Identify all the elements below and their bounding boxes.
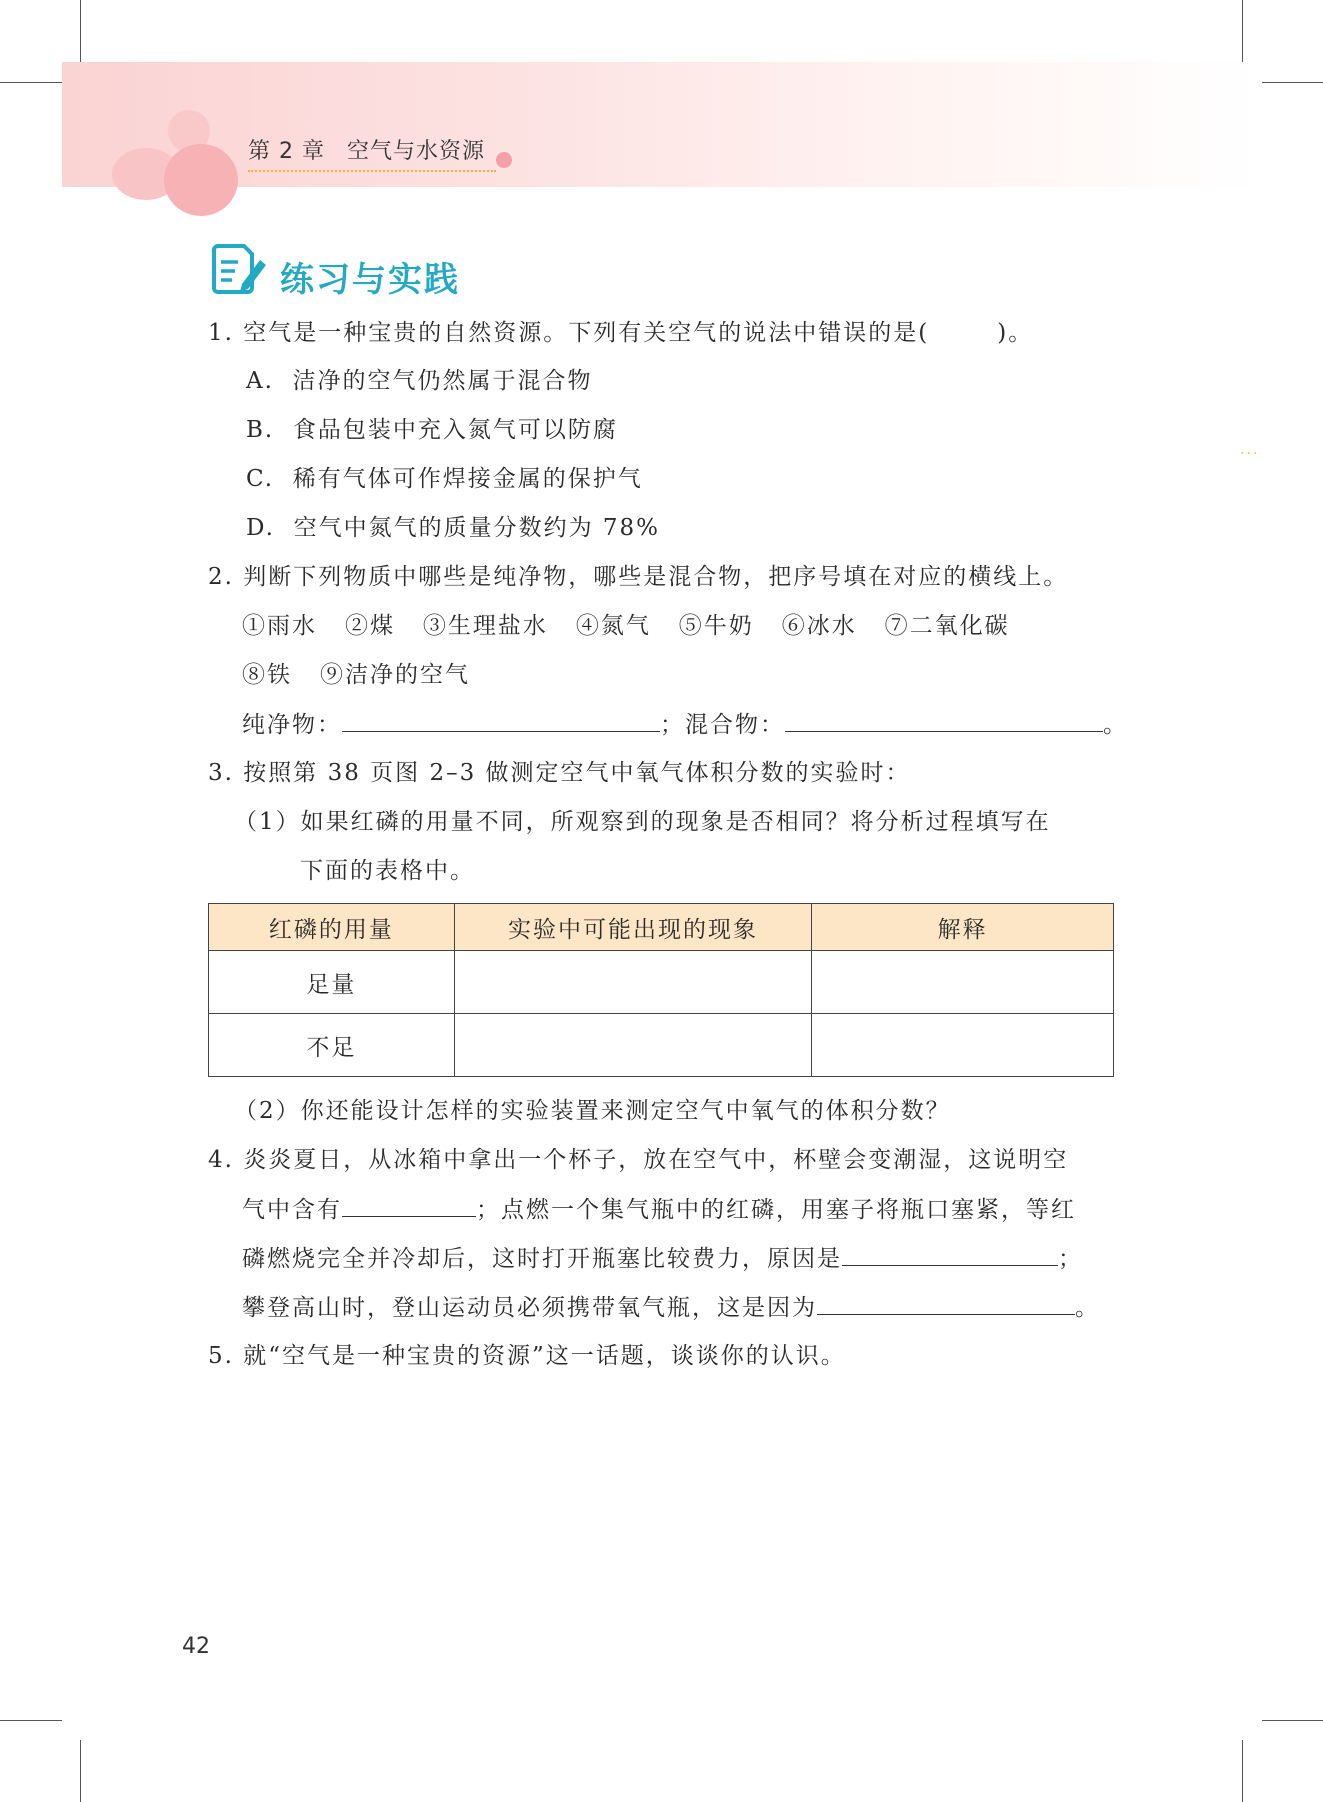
option [246, 464, 643, 494]
question-4 [208, 1145, 1068, 1175]
question-stem: 判断下列物质中哪些是纯净物，哪些是混合物，把序号填在对应的横线上。 [243, 564, 1069, 590]
table-cell-explanation[interactable] [812, 1014, 1114, 1077]
decorative-petal [164, 144, 238, 216]
question-text: 炎炎夏日，从冰箱中拿出一个杯子，放在空气中，杯壁会变潮湿，这说明空 [243, 1147, 1069, 1173]
question-text: 就“空气是一种宝贵的资源”这一话题，谈谈你的认识。 [243, 1343, 846, 1369]
chapter-dot [496, 152, 512, 168]
sub-question-2 [234, 1096, 951, 1126]
option [246, 513, 660, 543]
question-text: ；点燃一个集气瓶中的红磷，用塞子将瓶口塞紧，等红 [476, 1197, 1076, 1223]
table-cell-amount: 不足 [209, 1014, 455, 1077]
question-number: 3. [208, 760, 234, 786]
section-title: 练习与实践 [280, 260, 460, 300]
substance-item: ⑨洁净的空气 [319, 662, 470, 688]
crop-mark [1262, 1720, 1323, 1721]
notepad-pencil-icon [208, 240, 268, 298]
question-3 [208, 758, 911, 788]
question-4-line [242, 1194, 1076, 1225]
crop-mark [0, 1720, 62, 1721]
answer-paren-close: )。 [997, 320, 1034, 346]
page-number: 42 [182, 1634, 210, 1659]
substance-item: ⑦二氧化碳 [884, 613, 1010, 639]
side-dots: ··· [1240, 446, 1260, 462]
crop-mark [1242, 1740, 1243, 1802]
sub-question-label: （2） [234, 1098, 301, 1124]
crop-mark [80, 0, 81, 62]
crop-mark [0, 82, 62, 83]
sub-question-text: 下面的表格中。 [300, 858, 475, 884]
option-text: 稀有气体可作焊接金属的保护气 [292, 466, 643, 492]
question-text: 攀登高山时，登山运动员必须携带氧气瓶，这是因为 [242, 1295, 817, 1321]
question-number: 5. [208, 1343, 234, 1369]
question-number: 1. [208, 320, 234, 346]
substance-item: ④氮气 [575, 613, 651, 639]
option-text: 空气中氮气的质量分数约为 78% [293, 515, 660, 541]
question-stem: 按照第 38 页图 2–3 做测定空气中氧气体积分数的实验时： [243, 760, 911, 786]
sub-question-text: 如果红磷的用量不同，所观察到的现象是否相同？将分析过程填写在 [300, 809, 1051, 835]
substance-item: ⑥冰水 [781, 613, 857, 639]
table-row [209, 1014, 1114, 1077]
question-stem: 空气是一种宝贵的自然资源。下列有关空气的说法中错误的是 [243, 320, 919, 346]
table-cell-phenomenon[interactable] [454, 1014, 812, 1077]
chapter-header-band [62, 62, 1262, 187]
table-header: 红磷的用量 [209, 904, 455, 951]
option-label: A. [246, 368, 274, 394]
separator: ； [660, 712, 685, 738]
pure-substance-blank[interactable] [342, 709, 660, 732]
question-text: 气中含有 [242, 1197, 342, 1223]
sub-question-text: 你还能设计怎样的实验装置来测定空气中氧气的体积分数？ [300, 1098, 951, 1124]
question-number: 4. [208, 1147, 234, 1173]
substance-item: ②煤 [344, 613, 395, 639]
sub-question-1 [234, 807, 1051, 837]
question-5 [208, 1341, 846, 1371]
option [246, 366, 593, 396]
question-4-line [242, 1292, 1100, 1323]
sub-question-1-continued [300, 856, 475, 886]
substance-list [242, 611, 1010, 641]
answer-blank[interactable] [342, 1194, 476, 1217]
table-cell-amount: 足量 [209, 951, 455, 1014]
option-text: 洁净的空气仍然属于混合物 [292, 368, 593, 394]
chapter-number: 第 2 章 [248, 139, 325, 164]
phosphorus-table [208, 903, 1114, 1077]
question-2 [208, 562, 1068, 592]
question-text: 。 [1075, 1295, 1100, 1321]
table-cell-explanation[interactable] [812, 951, 1114, 1014]
table-header-row [209, 904, 1114, 951]
question-1 [208, 318, 1033, 348]
option-label: D. [246, 515, 275, 541]
substance-item: ⑧铁 [242, 662, 292, 688]
pure-substance-label: 纯净物： [242, 712, 342, 738]
question-text: 磷燃烧完全并冷却后，这时打开瓶塞比较费力，原因是 [242, 1246, 842, 1272]
substance-list [242, 660, 470, 690]
substance-item: ③生理盐水 [422, 613, 548, 639]
option-label: C. [246, 466, 275, 492]
mixture-label: 混合物： [685, 712, 785, 738]
substance-item: ⑤牛奶 [678, 613, 754, 639]
classification-answer-line [242, 709, 1128, 740]
chapter-underline-dots [248, 170, 496, 172]
answer-blank[interactable] [842, 1243, 1058, 1266]
chapter-title: 空气与水资源 [346, 139, 485, 164]
mixture-blank[interactable] [785, 709, 1103, 732]
option [246, 415, 618, 445]
question-4-line [242, 1243, 1083, 1274]
table-cell-phenomenon[interactable] [454, 951, 812, 1014]
answer-blank[interactable] [817, 1292, 1075, 1315]
substance-item: ①雨水 [242, 613, 317, 639]
option-text: 食品包装中充入氮气可以防腐 [292, 417, 618, 443]
option-label: B. [246, 417, 275, 443]
table-header: 解释 [812, 904, 1114, 951]
chapter-heading [248, 134, 485, 165]
table-header: 实验中可能出现的现象 [454, 904, 812, 951]
crop-mark [1262, 82, 1323, 83]
answer-paren-open: ( [918, 320, 930, 346]
sub-question-label: （1） [234, 809, 301, 835]
end-punct: 。 [1103, 712, 1128, 738]
crop-mark [1242, 0, 1243, 62]
question-number: 2. [208, 564, 234, 590]
crop-mark [80, 1740, 81, 1802]
question-text: ； [1058, 1246, 1083, 1272]
table-row [209, 951, 1114, 1014]
